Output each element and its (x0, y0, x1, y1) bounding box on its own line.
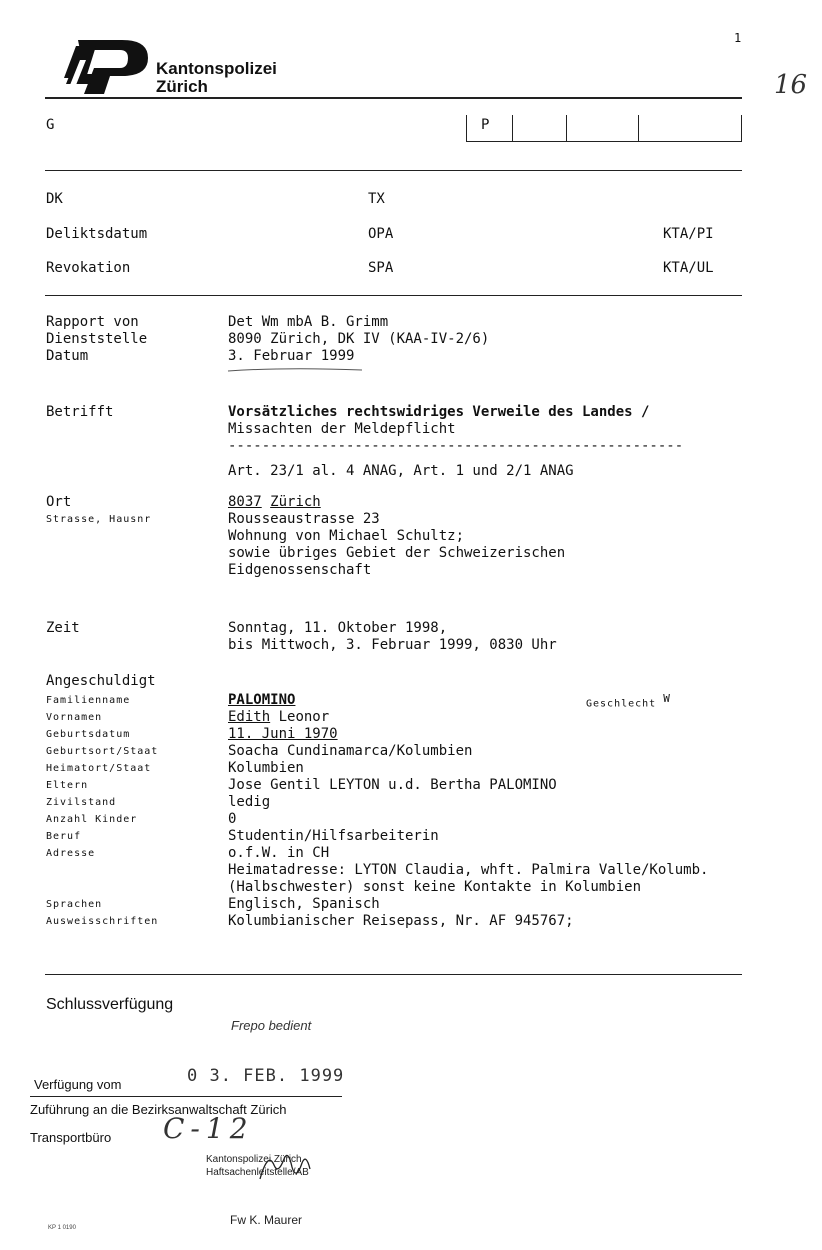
schluss-note: Frepo bedient (231, 1018, 312, 1033)
dienststelle-value: 8090 Zürich, DK IV (KAA-IV-2/6) (228, 331, 490, 347)
person-labels (46, 692, 158, 930)
divider (45, 170, 742, 171)
transport-label: Transportbüro (30, 1130, 112, 1145)
revokation-label: Revokation (46, 260, 131, 276)
g-label: G (46, 117, 55, 133)
adresse-line2: Heimatadresse: LYTON Claudia, whft. Palmira Valle/Kolumb. (228, 862, 709, 878)
kta-pi-label: KTA/PI (663, 226, 714, 242)
dienststelle-label: Dienststelle (46, 331, 148, 347)
stamp-line1: Kantonspolizei Zürich (206, 1154, 302, 1165)
ort-line5: Eidgenossenschaft (228, 562, 372, 578)
vornamen-value-a: Edith (228, 709, 271, 725)
ort-street: Rousseaustrasse 23 (228, 511, 380, 527)
geburtsort-label: Geburtsort/Staat (46, 746, 159, 757)
sprachen-value: Englisch, Spanisch (228, 896, 380, 912)
p-box-divider (566, 115, 567, 141)
rapport-labels (46, 314, 147, 365)
ort-city: Zürich (270, 494, 321, 510)
adresse-value: o.f.W. in CH (228, 845, 330, 861)
p-box-divider (512, 115, 513, 141)
betrifft-line1: Vorsätzliches rechtswidriges Verweile des Landes / (228, 404, 650, 420)
org-name (156, 60, 277, 96)
ort-line3: Wohnung von Michael Schultz; (228, 528, 465, 544)
zeit-line1: Sonntag, 11. Oktober 1998, (228, 620, 448, 636)
heimatort-value: Kolumbien (228, 760, 304, 776)
strasse-label: Strasse, Hausnr (46, 514, 152, 525)
betrifft-articles: Art. 23/1 al. 4 ANAG, Art. 1 und 2/1 ANAG (228, 463, 574, 479)
betrifft-block (228, 404, 683, 480)
divider (45, 974, 742, 975)
ort-line4: sowie übriges Gebiet der Schweizerischen (228, 545, 566, 561)
sprachen-label: Sprachen (46, 899, 103, 910)
ausweis-value: Kolumbianischer Reisepass, Nr. AF 945767; (228, 913, 574, 929)
rapport-von-value: Det Wm mbA B. Grimm (228, 314, 389, 330)
officer-name: Fw K. Maurer (230, 1213, 303, 1227)
datum-value: 3. Februar 1999 (228, 348, 355, 364)
opa-label: OPA (368, 226, 394, 242)
ort-block (228, 494, 565, 579)
stamp-line2: Haftsachenleitstelle/AB (206, 1167, 309, 1178)
org-name-line2: Zürich (156, 77, 208, 96)
rapport-von-label: Rapport von (46, 314, 139, 330)
betrifft-dashes: ------------------------------------------------------ (228, 438, 684, 454)
header-rule (45, 97, 742, 99)
geschlecht-value: W (663, 692, 670, 705)
ausweis-label: Ausweisschriften (46, 916, 159, 927)
eltern-value: Jose Gentil LEYTON u.d. Bertha PALOMINO (228, 777, 557, 793)
datum-label: Datum (46, 348, 89, 364)
verfuegung-label: Verfügung vom (34, 1077, 122, 1092)
ort-label: Ort (46, 494, 72, 510)
geburtsdatum-value: 11. Juni 1970 (228, 726, 338, 742)
tx-label: TX (368, 191, 385, 207)
deliktsdatum-label: Deliktsdatum (46, 226, 148, 242)
margin-note: 16 (774, 70, 808, 100)
anzahl-kinder-value: 0 (228, 811, 237, 827)
p-box-group (466, 115, 742, 142)
vornamen-label: Vornamen (46, 712, 103, 723)
zivilstand-label: Zivilstand (46, 797, 117, 808)
schluss-label: Schlussverfügung (46, 996, 174, 1013)
rapport-values (228, 314, 489, 365)
beruf-value: Studentin/Hilfsarbeiterin (228, 828, 439, 844)
vornamen-value-b: Leonor (270, 709, 330, 725)
heimatort-label: Heimatort/Staat (46, 763, 152, 774)
p-label: P (481, 117, 490, 133)
divider (45, 295, 742, 296)
handwritten-code: C-12 (163, 1112, 254, 1145)
zeit-line2: bis Mittwoch, 3. Februar 1999, 0830 Uhr (228, 637, 557, 653)
angeschuldigt-label: Angeschuldigt (46, 673, 156, 689)
zeit-label: Zeit (46, 620, 80, 636)
betrifft-line2: Missachten der Meldepflicht (228, 421, 456, 437)
dk-label: DK (46, 191, 63, 207)
signature-icon (250, 1145, 320, 1187)
familienname-label: Familienname (46, 695, 131, 706)
beruf-label: Beruf (46, 831, 82, 842)
spa-label: SPA (368, 260, 394, 276)
eltern-label: Eltern (46, 780, 89, 791)
betrifft-label: Betrifft (46, 404, 114, 420)
org-name-line1: Kantonspolizei (156, 59, 277, 78)
zeit-block (228, 620, 557, 654)
anzahl-kinder-label: Anzahl Kinder (46, 814, 138, 825)
p-box-divider (638, 115, 639, 141)
page-number: 1 (734, 31, 742, 45)
geburtsdatum-label: Geburtsdatum (46, 729, 131, 740)
verfuegung-rule (30, 1096, 342, 1097)
adresse-label: Adresse (46, 848, 96, 859)
geschlecht-label-text: Geschlecht (586, 698, 657, 710)
ort-plz: 8037 (228, 494, 262, 510)
person-values (228, 692, 708, 930)
date-stamp: 0 3. FEB. 1999 (187, 1066, 345, 1086)
adresse-line3: (Halbschwester) sonst keine Kontakte in Kolumbien (228, 879, 642, 895)
kantonspolizei-logo-icon (60, 38, 152, 96)
zivilstand-value: ledig (228, 794, 271, 810)
geburtsort-value: Soacha Cundinamarca/Kolumbien (228, 743, 473, 759)
zufuehrung-text: Zuführung an die Bezirksanwaltschaft Zürich (30, 1102, 287, 1117)
kta-ul-label: KTA/UL (663, 260, 714, 276)
familienname-value: PALOMINO (228, 692, 296, 708)
form-number: KP 1 0190 (48, 1225, 76, 1231)
pen-stroke-icon (226, 366, 366, 374)
